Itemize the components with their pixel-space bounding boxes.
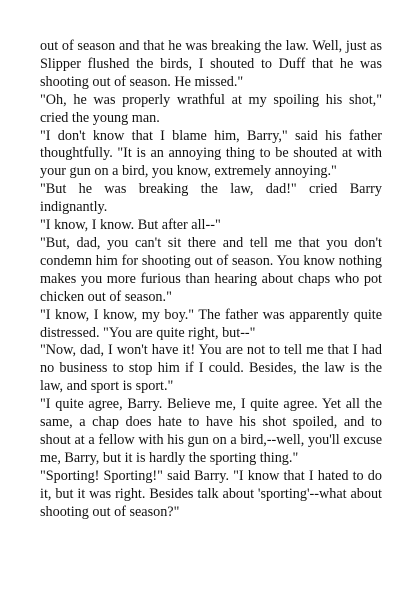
- paragraph: "Now, dad, I won't have it! You are not to tell me that I had no business to stop him if I could. Besides, the law is the law, and sport is sport.": [40, 342, 382, 395]
- paragraph: out of season and that he was breaking the law. Well, just as Slipper flushed the birds, I shouted to Duff that he was shooting out of season. He missed.": [40, 38, 382, 90]
- paragraph: "I know, I know. But after all--": [40, 217, 221, 234]
- paragraph: "But, dad, you can't sit there and tell me that you don't condemn him for shooting out of season. You know nothing makes you more furious than hearing about chaps who pot chicken out of season.": [40, 234, 382, 305]
- paragraph: "Sporting! Sporting!" said Barry. "I know that I hated to do it, but it was right. Besides talk about 'sporting'--what about shooting out of season?": [40, 467, 382, 520]
- paragraph: "Oh, he was properly wrathful at my spoiling his shot," cried the young man.: [40, 91, 382, 126]
- paragraph: "I quite agree, Barry. Believe me, I quite agree. Yet all the same, a chap does hate to have his shot spoiled, and to shout at a fellow with his gun on a bird,--well, you'll excuse me, Barry, but it is hardly the sporting thing.": [40, 396, 382, 466]
- paragraph: "But he was breaking the law, dad!" cried Barry indignantly.: [40, 181, 382, 216]
- paragraph: "I don't know that I blame him, Barry," said his father thoughtfully. "It is an annoying thing to be shouted at with your gun on a bird, you know, extremely annoying.": [40, 127, 382, 180]
- book-page-text: [40, 38, 382, 521]
- paragraph: "I know, I know, my boy." The father was apparently quite distressed. "You are quite right, but--": [40, 306, 382, 341]
